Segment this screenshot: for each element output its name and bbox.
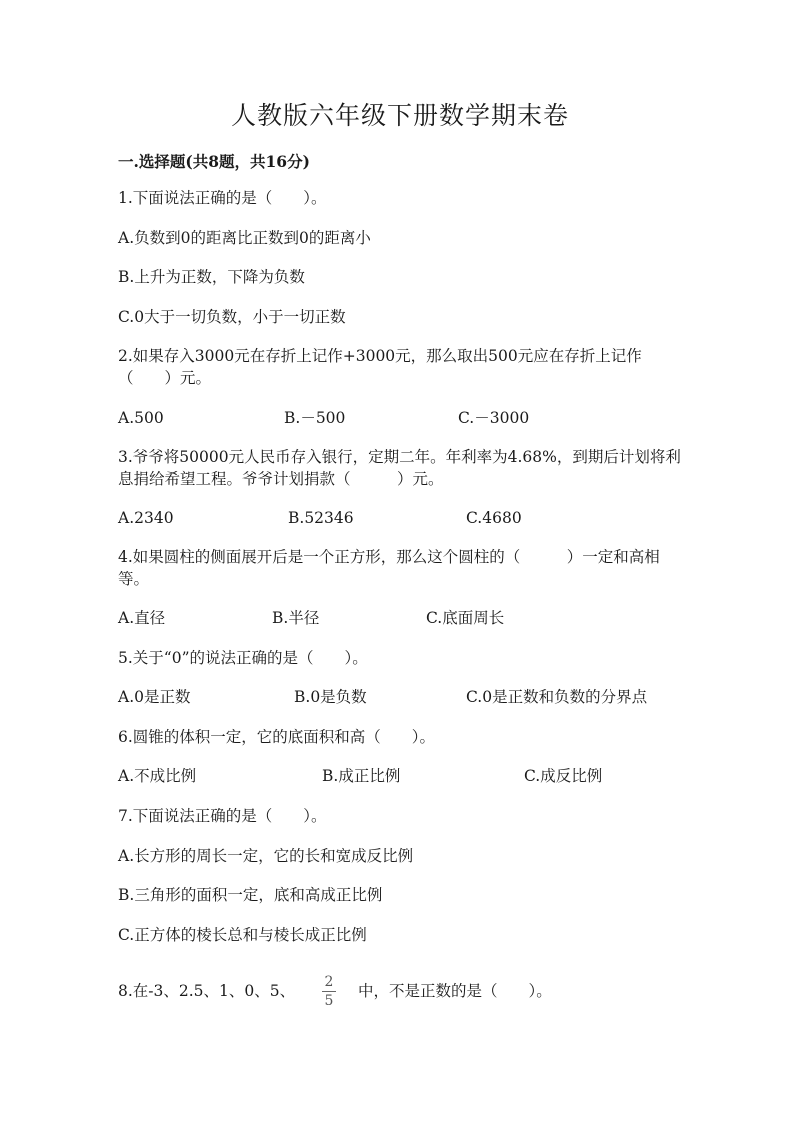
question-3-option-a: A.2340 bbox=[118, 509, 174, 527]
question-5-option-b: B.0是负数 bbox=[294, 688, 367, 706]
question-6-option-b: B.成正比例 bbox=[322, 767, 401, 785]
question-3-option-c: C.4680 bbox=[466, 509, 522, 527]
question-2-option-c: C.－3000 bbox=[458, 409, 530, 427]
question-5-stem: 5.关于“0”的说法正确的是（ ）。 bbox=[118, 649, 368, 667]
question-6-option-c: C.成反比例 bbox=[524, 767, 603, 785]
question-3-option-b: B.52346 bbox=[288, 509, 354, 527]
page-title: 人教版六年级下册数学期末卷 bbox=[230, 101, 569, 130]
question-4-stem: 4.如果圆柱的侧面展开后是一个正方形，那么这个圆柱的（ ）一定和高相等。 bbox=[118, 548, 660, 588]
question-2-option-a: A.500 bbox=[118, 409, 164, 427]
question-8-stem-suffix: 中，不是正数的是（ ）。 bbox=[358, 982, 552, 1000]
question-7-option-a: A.长方形的周长一定，它的长和宽成反比例 bbox=[118, 847, 414, 865]
question-6-option-a: A.不成比例 bbox=[118, 767, 197, 785]
question-2-option-b: B.－500 bbox=[284, 409, 346, 427]
question-6-stem: 6.圆锥的体积一定，它的底面积和高（ ）。 bbox=[118, 728, 436, 746]
question-4-option-c: C.底面周长 bbox=[426, 609, 505, 627]
fraction-bar bbox=[322, 991, 336, 992]
question-1-option-a: A.负数到0的距离比正数到0的距离小 bbox=[118, 229, 371, 247]
question-3-stem: 3.爷爷将50000元人民币存入银行，定期二年。年利率为4.68%，到期后计划将利息捐给希望工程。爷爷计划捐款（ ）元。 bbox=[118, 448, 681, 488]
question-4-option-a: A.直径 bbox=[118, 609, 166, 627]
question-1-option-c: C.0大于一切负数，小于一切正数 bbox=[118, 308, 346, 326]
fraction-numerator: 2 bbox=[324, 974, 334, 990]
fraction-denominator: 5 bbox=[324, 993, 334, 1009]
question-4-option-b: B.半径 bbox=[272, 609, 320, 627]
question-1-stem: 1.下面说法正确的是（ ）。 bbox=[118, 189, 327, 207]
question-7-option-c: C.正方体的棱长总和与棱长成正比例 bbox=[118, 926, 367, 944]
question-1-option-b: B.上升为正数，下降为负数 bbox=[118, 268, 305, 286]
question-7-stem: 7.下面说法正确的是（ ）。 bbox=[118, 807, 327, 825]
question-5-option-a: A.0是正数 bbox=[118, 688, 191, 706]
section-heading: 一.选择题(共8题，共16分) bbox=[118, 152, 310, 171]
fraction-two-fifths bbox=[318, 974, 340, 1009]
question-2-stem: 2.如果存入3000元在存折上记作+3000元，那么取出500元应在存折上记作（ ）元。 bbox=[118, 347, 642, 387]
question-8-stem-prefix: 8.在-3、2.5、1、0、5、 bbox=[118, 982, 296, 1000]
question-7-option-b: B.三角形的面积一定，底和高成正比例 bbox=[118, 886, 383, 904]
question-5-option-c: C.0是正数和负数的分界点 bbox=[466, 688, 648, 706]
